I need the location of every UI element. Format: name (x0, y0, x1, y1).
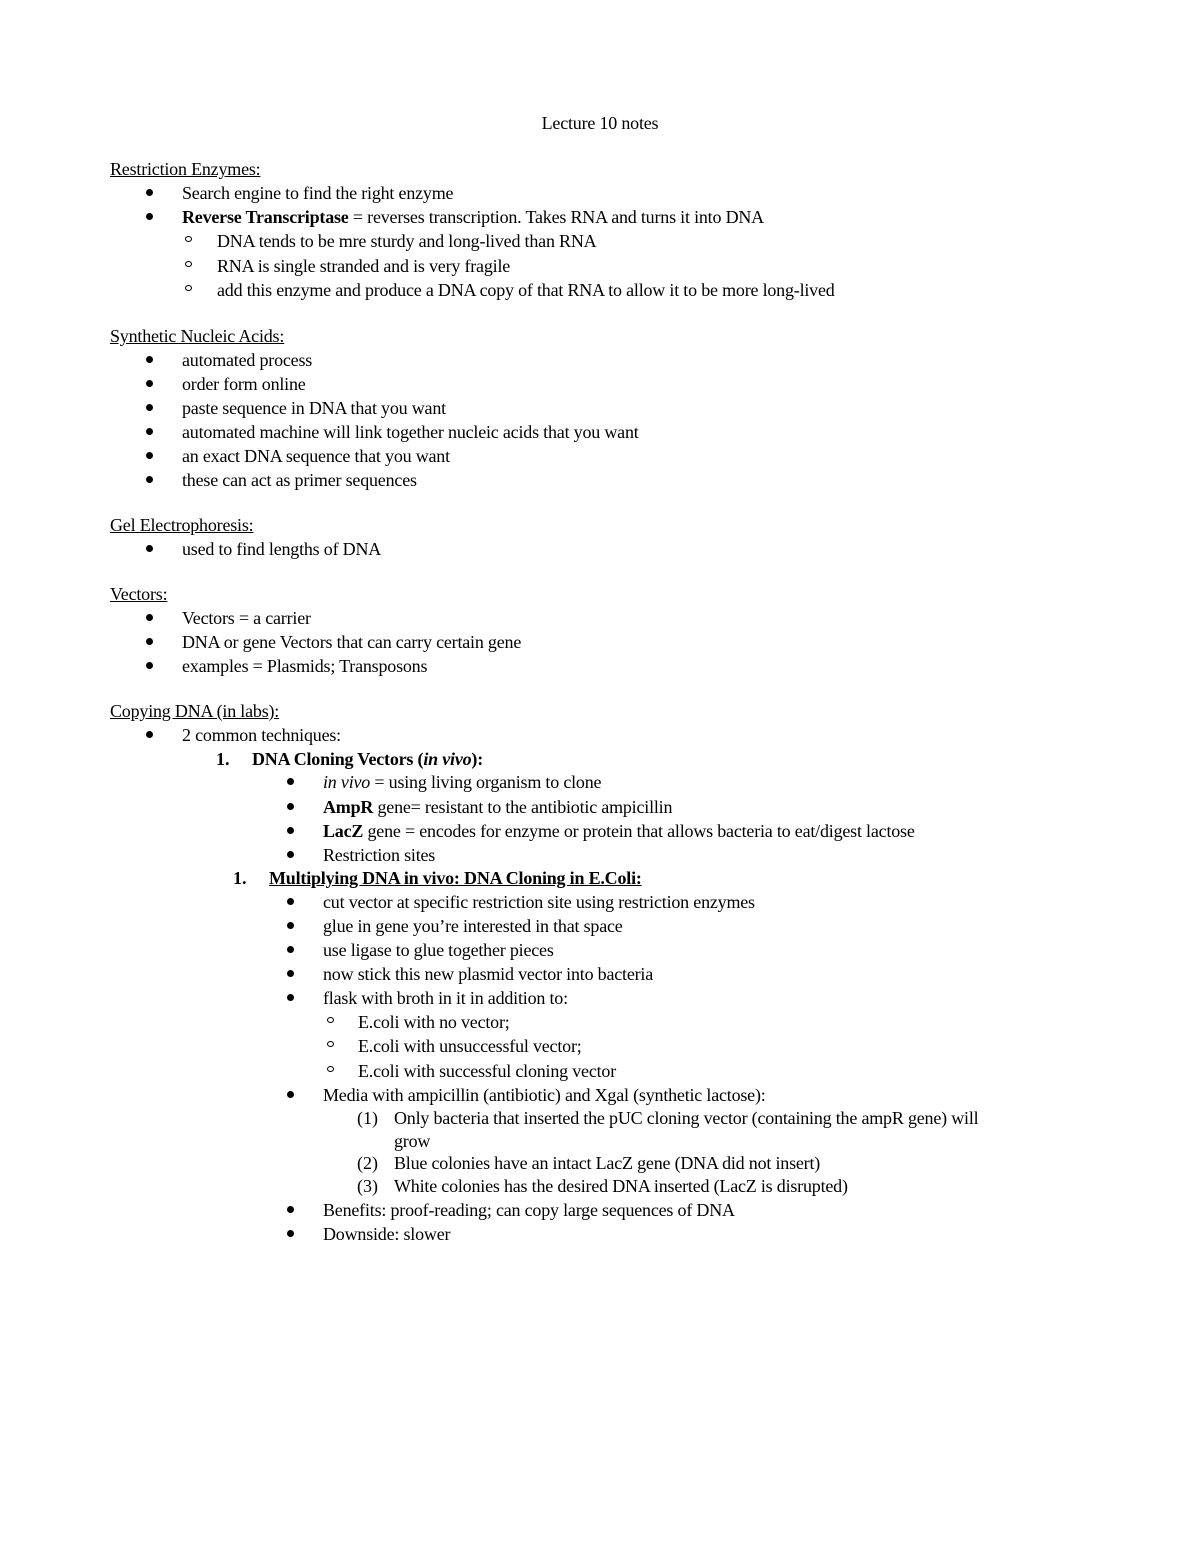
sub-bullet-icon (185, 285, 192, 291)
list-item: automated process (182, 350, 313, 370)
definition-text: gene = encodes for enzyme or protein that allows bacteria to eat/digest lactose (363, 821, 915, 841)
list-item: DNA tends to be mre sturdy and long-lived than RNA (217, 231, 597, 251)
term-lacz: LacZ (323, 821, 364, 841)
list-item: order form online (182, 374, 306, 394)
section-heading-synthetic-nucleic-acids: Synthetic Nucleic Acids: (110, 326, 285, 346)
list-item: 2 common techniques: (182, 725, 341, 745)
list-number: 1. (216, 749, 230, 769)
bullet-icon (287, 898, 294, 905)
numbered-item-text: DNA Cloning Vectors ( (252, 749, 424, 769)
list-item: E.coli with unsuccessful vector; (358, 1036, 582, 1056)
list-item: Search engine to find the right enzyme (182, 183, 454, 203)
list-item: glue in gene you’re interested in that space (323, 916, 623, 936)
bullet-icon (146, 476, 153, 483)
list-item: Media with ampicillin (antibiotic) and Xgal (synthetic lactose): (323, 1085, 766, 1105)
bullet-icon (146, 428, 153, 435)
bullet-icon (287, 803, 294, 810)
list-item: Only bacteria that inserted the pUC cloning vector (containing the ampR gene) will (394, 1108, 979, 1128)
sub-bullet-icon (185, 236, 192, 242)
bullet-icon (287, 922, 294, 929)
bullet-icon (146, 545, 153, 552)
term-ampr: AmpR (323, 797, 374, 817)
bullet-icon (146, 614, 153, 621)
bullet-icon (146, 213, 153, 220)
list-item: flask with broth in it in addition to: (323, 988, 568, 1008)
section-heading-vectors: Vectors: (110, 584, 168, 604)
subheading-multiplying-dna: Multiplying DNA in vivo: DNA Cloning in E.Coli: (269, 868, 642, 888)
bullet-icon (287, 851, 294, 858)
term-reverse-transcriptase: Reverse Transcriptase (182, 207, 349, 227)
bullet-icon (287, 778, 294, 785)
definition-text: = using living organism to clone (370, 772, 602, 792)
list-item: paste sequence in DNA that you want (182, 398, 446, 418)
bullet-icon (146, 452, 153, 459)
list-item: these can act as primer sequences (182, 470, 417, 490)
list-item (323, 796, 672, 820)
list-item (323, 820, 915, 844)
bullet-icon (287, 1230, 294, 1237)
list-number: (3) (357, 1176, 378, 1196)
bullet-icon (287, 827, 294, 834)
list-item: used to find lengths of DNA (182, 539, 382, 559)
list-item (182, 206, 764, 230)
list-item: White colonies has the desired DNA inserted (LacZ is disrupted) (394, 1176, 848, 1196)
page-title: Lecture 10 notes (541, 113, 659, 133)
list-item-continuation: grow (394, 1131, 431, 1151)
bullet-icon (287, 1091, 294, 1098)
sub-bullet-icon (327, 1041, 334, 1047)
list-item: an exact DNA sequence that you want (182, 446, 450, 466)
section-heading-restriction-enzymes: Restriction Enzymes: (110, 159, 261, 179)
sub-bullet-icon (327, 1017, 334, 1023)
numbered-item-italic: in vivo (423, 749, 472, 769)
list-item (323, 771, 601, 795)
list-item: add this enzyme and produce a DNA copy of that RNA to allow it to be more long-lived (217, 280, 835, 300)
bullet-icon (146, 356, 153, 363)
bullet-icon (146, 380, 153, 387)
list-number: (2) (357, 1153, 378, 1173)
bullet-icon (146, 189, 153, 196)
list-item: E.coli with successful cloning vector (358, 1061, 617, 1081)
bullet-icon (287, 994, 294, 1001)
italic-term: in vivo (323, 772, 371, 792)
bullet-icon (287, 970, 294, 977)
numbered-item-end: ): (471, 749, 483, 769)
sub-bullet-icon (327, 1066, 334, 1072)
list-item: automated machine will link together nucleic acids that you want (182, 422, 639, 442)
definition-text: gene= resistant to the antibiotic ampicillin (373, 797, 673, 817)
section-heading-gel-electrophoresis: Gel Electrophoresis: (110, 515, 254, 535)
definition-text: = reverses transcription. Takes RNA and turns it into DNA (348, 207, 764, 227)
bullet-icon (146, 731, 153, 738)
bullet-icon (287, 946, 294, 953)
list-item: now stick this new plasmid vector into bacteria (323, 964, 654, 984)
sub-bullet-icon (185, 261, 192, 267)
list-item: examples = Plasmids; Transposons (182, 656, 428, 676)
list-item: use ligase to glue together pieces (323, 940, 554, 960)
list-item: RNA is single stranded and is very fragile (217, 256, 511, 276)
list-item: Restriction sites (323, 845, 436, 865)
list-item: Downside: slower (323, 1224, 451, 1244)
bullet-icon (287, 1206, 294, 1213)
list-item: DNA or gene Vectors that can carry certain gene (182, 632, 522, 652)
list-item: Vectors = a carrier (182, 608, 311, 628)
bullet-icon (146, 662, 153, 669)
list-number: 1. (233, 868, 247, 888)
bullet-icon (146, 404, 153, 411)
section-heading-copying-dna: Copying DNA (in labs): (110, 701, 280, 721)
list-item: E.coli with no vector; (358, 1012, 510, 1032)
list-item: cut vector at specific restriction site using restriction enzymes (323, 892, 755, 912)
numbered-item-dna-cloning-vectors (252, 748, 483, 772)
list-number: (1) (357, 1108, 378, 1128)
list-item: Blue colonies have an intact LacZ gene (DNA did not insert) (394, 1153, 821, 1173)
bullet-icon (146, 638, 153, 645)
list-item: Benefits: proof-reading; can copy large sequences of DNA (323, 1200, 735, 1220)
